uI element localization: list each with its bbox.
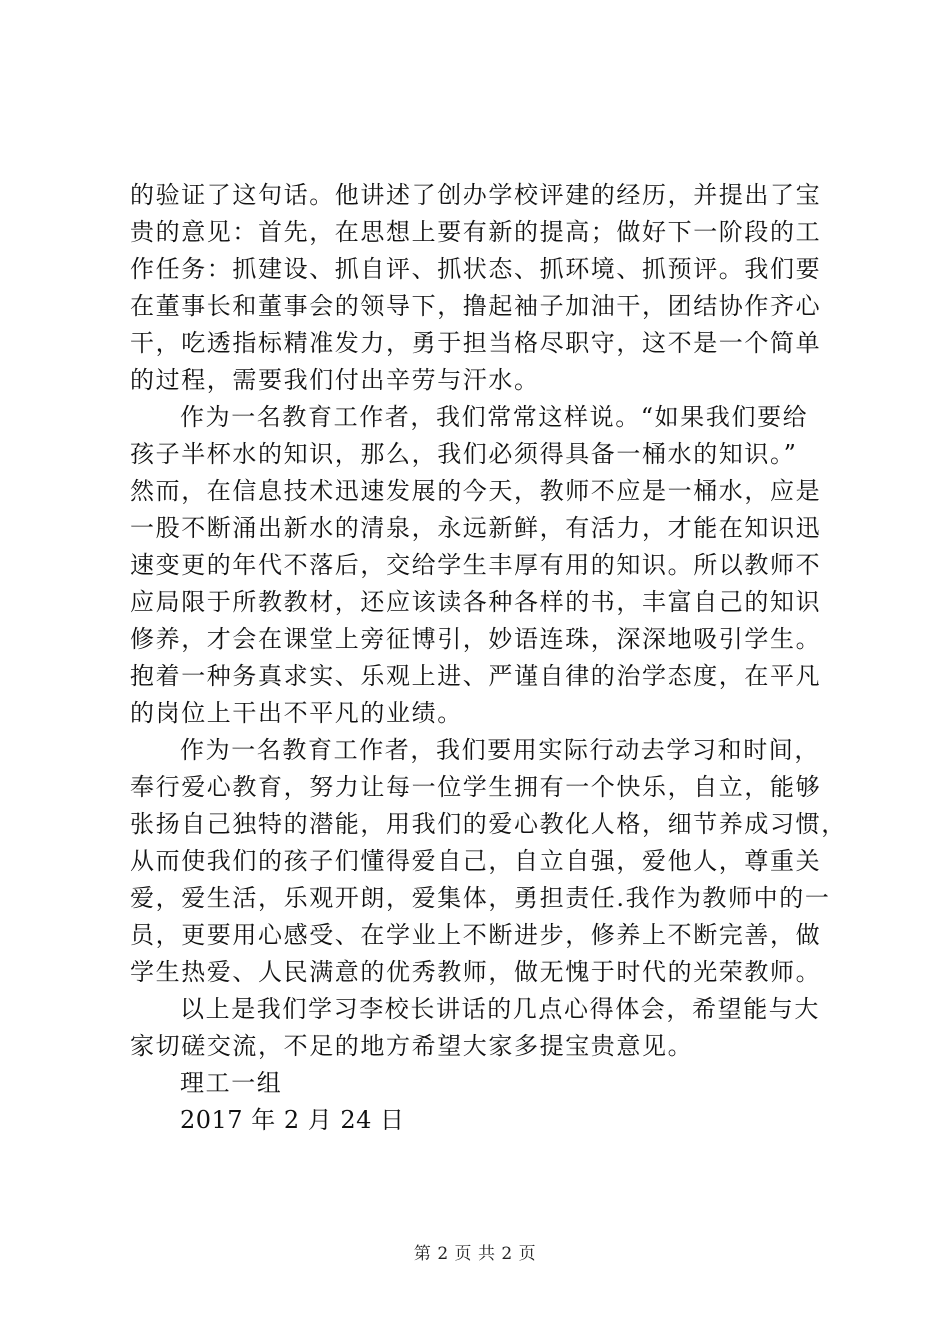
text-line: 然而，在信息技术迅速发展的今天，教师不应是一桶水，应是 bbox=[130, 477, 822, 505]
text-line: 员，更要用心感受、在学业上不断进步，修养上不断完善，做 bbox=[130, 921, 822, 949]
text-line: 贵的意见：首先，在思想上要有新的提高；做好下一阶段的工 bbox=[130, 218, 822, 246]
text-line: 一股不断涌出新水的清泉，永远新鲜，有活力，才能在知识迅 bbox=[130, 514, 822, 542]
paragraph-first-line: 以上是我们学习李校长讲话的几点心得体会，希望能与大 bbox=[180, 995, 820, 1023]
signature-line: 理工一组 bbox=[180, 1069, 283, 1097]
text-line: 家切磋交流，不足的地方希望大家多提宝贵意见。 bbox=[130, 1032, 694, 1060]
page-footer: 第 2 页 共 2 页 bbox=[413, 1244, 537, 1264]
text-line: 张扬自己独特的潜能，用我们的爱心教化人格，细节养成习惯， bbox=[130, 810, 847, 838]
text-line: 学生热爱、人民满意的优秀教师，做无愧于时代的光荣教师。 bbox=[130, 958, 822, 986]
text-line: 从而使我们的孩子们懂得爱自己，自立自强，爱他人，尊重关 bbox=[130, 847, 822, 875]
text-line: 速变更的年代不落后，交给学生丰厚有用的知识。所以教师不 bbox=[130, 551, 822, 579]
text-line: 的过程，需要我们付出辛劳与汗水。 bbox=[130, 366, 540, 394]
paragraph-first-line: 作为一名教育工作者，我们常常这样说。“如果我们要给 bbox=[180, 403, 809, 431]
text-line: 在董事长和董事会的领导下，撸起袖子加油干，团结协作齐心 bbox=[130, 292, 822, 320]
text-line: 爱，爱生活，乐观开朗，爱集体，勇担责任.我作为教师中的一 bbox=[130, 884, 831, 912]
text-line: 孩子半杯水的知识，那么，我们必须得具备一桶水的知识。” bbox=[130, 440, 798, 468]
text-line: 奉行爱心教育，努力让每一位学生拥有一个快乐，自立，能够 bbox=[130, 773, 822, 801]
document-body bbox=[130, 177, 845, 1139]
paragraph-first-line: 作为一名教育工作者，我们要用实际行动去学习和时间， bbox=[180, 736, 820, 764]
text-line: 修养，才会在课堂上旁征博引，妙语连珠，深深地吸引学生。 bbox=[130, 625, 822, 653]
text-line: 的岗位上干出不平凡的业绩。 bbox=[130, 699, 463, 727]
text-line: 抱着一种务真求实、乐观上进、严谨自律的治学态度，在平凡 bbox=[130, 662, 822, 690]
text-line: 的验证了这句话。他讲述了创办学校评建的经历，并提出了宝 bbox=[130, 181, 822, 209]
text-line: 应局限于所教教材，还应该读各种各样的书，丰富自己的知识 bbox=[130, 588, 822, 616]
text-line: 干，吃透指标精准发力，勇于担当格尽职守，这不是一个简单 bbox=[130, 329, 822, 357]
date-line: 2017 年 2 月 24 日 bbox=[180, 1106, 405, 1134]
text-line: 作任务：抓建设、抓自评、抓状态、抓环境、抓预评。我们要 bbox=[130, 255, 822, 283]
